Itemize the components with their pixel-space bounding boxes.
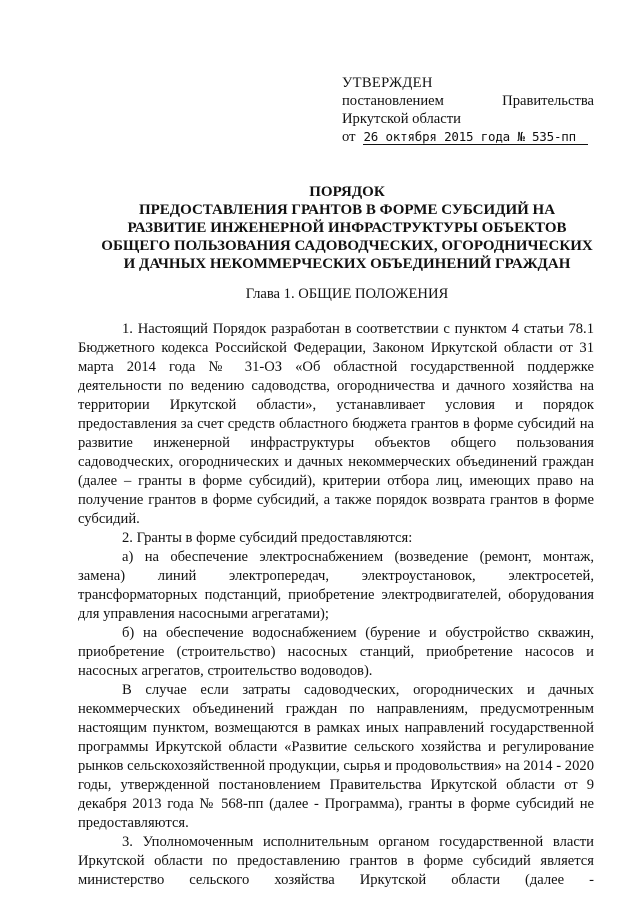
title-line-1: ПОРЯДОК — [309, 184, 385, 200]
approval-stamp — [342, 74, 594, 146]
approval-region: Иркутской области — [342, 111, 461, 127]
paragraph-1: 1. Настоящий Порядок разработан в соответствии с пунктом 4 статьи 78.1 Бюджетного кодекса Российской Федерации, Законом Иркутской области от 31 марта 2014 года № 31-ОЗ «Об областной государственной поддержке деятельности по ведению садоводства, огородничества и дачного хозяйства на территории Иркутской области», устанавливает условия и порядок предоставления за счет средств областного бюджета грантов в форме субсидий на развитие инженерной инфраструктуры объектов общего пользования садоводческих, огороднических и дачных некоммерческих объединений граждан (далее – гранты в форме субсидий), критерии отбора лиц, имеющих право на получение грантов в форме субсидий, а также порядок возврата грантов в форме субсидий. — [78, 321, 594, 527]
approval-date-prefix: от — [342, 129, 356, 145]
approval-date-line — [342, 128, 594, 146]
title-line-5: И ДАЧНЫХ НЕКОММЕРЧЕСКИХ ОБЪЕДИНЕНИЙ ГРАЖДАН — [123, 256, 571, 272]
chapter-heading: Глава 1. ОБЩИЕ ПОЛОЖЕНИЯ — [245, 286, 449, 302]
approval-government-word: Правительства — [502, 93, 594, 109]
document-title — [60, 183, 634, 273]
approval-decree-line — [342, 92, 594, 110]
document-body — [78, 320, 594, 890]
approval-date-value: 26 октября 2015 года № 535-пп — [363, 129, 588, 145]
title-line-2: ПРЕДОСТАВЛЕНИЯ ГРАНТОВ В ФОРМЕ СУБСИДИЙ НА — [138, 202, 556, 218]
approval-decree-word: постановлением — [342, 93, 444, 109]
paragraph-2: 2. Гранты в форме субсидий предоставляются: — [122, 530, 413, 546]
approval-title: УТВЕРЖДЕН — [342, 75, 433, 91]
paragraph-3: 3. Уполномоченным исполнительным органом государственной власти Иркутской области по предоставлению грантов в форме субсидий является министерство сельского хозяйства Иркутской области (далее - — [78, 834, 594, 888]
title-line-4: ОБЩЕГО ПОЛЬЗОВАНИЯ САДОВОДЧЕСКИХ, ОГОРОДНИЧЕСКИХ — [101, 238, 593, 254]
paragraph-2-note: В случае если затраты садоводческих, огороднических и дачных некоммерческих объединений граждан по направлениям, предусмотренным настоящим пунктом, возмещаются в рамках иных направлений государственной программы Иркутской области «Развитие сельского хозяйства и регулирование рынков сельскохозяйственной продукции, сырья и продовольствия» на 2014 - 2020 годы, утвержденной постановлением Правительства Иркутской области от 9 декабря 2013 года № 568-пп (далее - Программа), гранты в форме субсидий не предоставляются. — [78, 682, 594, 831]
title-line-3: РАЗВИТИЕ ИНЖЕНЕРНОЙ ИНФРАСТРУКТУРЫ ОБЪЕКТОВ — [127, 220, 567, 236]
paragraph-2b: б) на обеспечение водоснабжением (бурение и обустройство скважин, приобретение (строительство) насосных станций, приобретение насосов и насосных агрегатов, строительство водоводов). — [78, 625, 594, 679]
paragraph-2a: а) на обеспечение электроснабжением (возведение (ремонт, монтаж, замена) линий электропередач, электроустановок, электросетей, трансформаторных подстанций, приобретение электродвигателей, оборудования для управления насосными агрегатами); — [78, 549, 594, 622]
